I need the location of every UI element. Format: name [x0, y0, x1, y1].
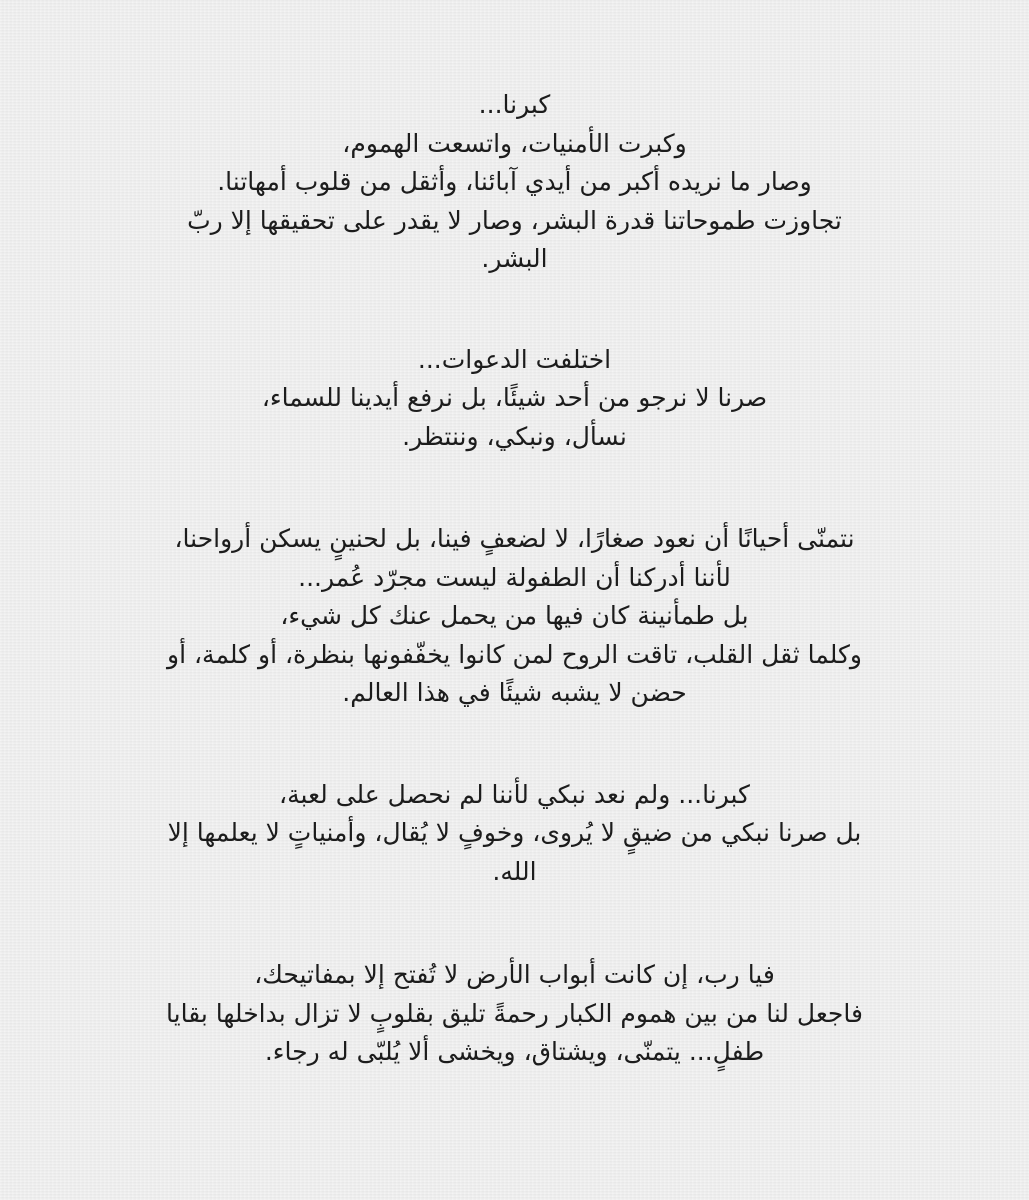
poem-line: وصار ما نريده أكبر من أيدي آبائنا، وأثقل من قلوب أمهاتنا.: [217, 167, 812, 196]
poem-line: فيا رب، إن كانت أبواب الأرض لا تُفتح إلا بمفاتيحك،: [254, 960, 775, 989]
stanza-1: [65, 86, 965, 279]
poem-line: طفلٍ... يتمنّى، ويشتاق، ويخشى ألا يُلبّى له رجاء.: [264, 1037, 765, 1066]
poem-line: كبرنا...: [478, 90, 551, 119]
stanza-2: [65, 341, 965, 457]
poem-line: بل طمأنينة كان فيها من يحمل عنك كل شيء،: [280, 601, 749, 630]
poem-line: اختلفت الدعوات...: [417, 344, 612, 374]
poem-line: لأننا أدركنا أن الطفولة ليست مجرّد عُمر...: [298, 562, 731, 592]
poem-line: وكبرت الأمنيات، واتسعت الهموم،: [342, 128, 687, 158]
poem-line: نسأل، ونبكي، وننتظر.: [402, 421, 627, 451]
poem-line: حضن لا يشبه شيئًا في هذا العالم.: [342, 678, 687, 707]
poem-line: بل صرنا نبكي من ضيقٍ لا يُروى، وخوفٍ لا يُقال، وأمنياتٍ لا يعلمها إلا: [167, 818, 862, 847]
poem-line: البشر.: [481, 244, 548, 273]
poem-line: صرنا لا نرجو من أحد شيئًا، بل نرفع أيدينا للسماء،: [261, 383, 768, 412]
stanza-5: [65, 956, 965, 1072]
poem-line: تجاوزت طموحاتنا قدرة البشر، وصار لا يقدر على تحقيقها إلا ربّ: [187, 205, 842, 235]
poem-line: الله.: [492, 856, 537, 886]
poem-line: نتمنّى أحيانًا أن نعود صغارًا، لا لضعفٍ فينا، بل لحنينٍ يسكن أرواحنا،: [174, 524, 855, 553]
stanza-4: [65, 776, 965, 892]
poem-line: وكلما ثقل القلب، تاقت الروح لمن كانوا يخفّفونها بنظرة، أو كلمة، أو: [167, 639, 862, 669]
stanza-3: [65, 520, 965, 713]
poem-line: فاجعل لنا من بين هموم الكبار رحمةً تليق بقلوبٍ لا تزال بداخلها بقايا: [166, 998, 863, 1028]
poem-line: كبرنا... ولم نعد نبكي لأننا لم نحصل على لعبة،: [279, 779, 750, 809]
